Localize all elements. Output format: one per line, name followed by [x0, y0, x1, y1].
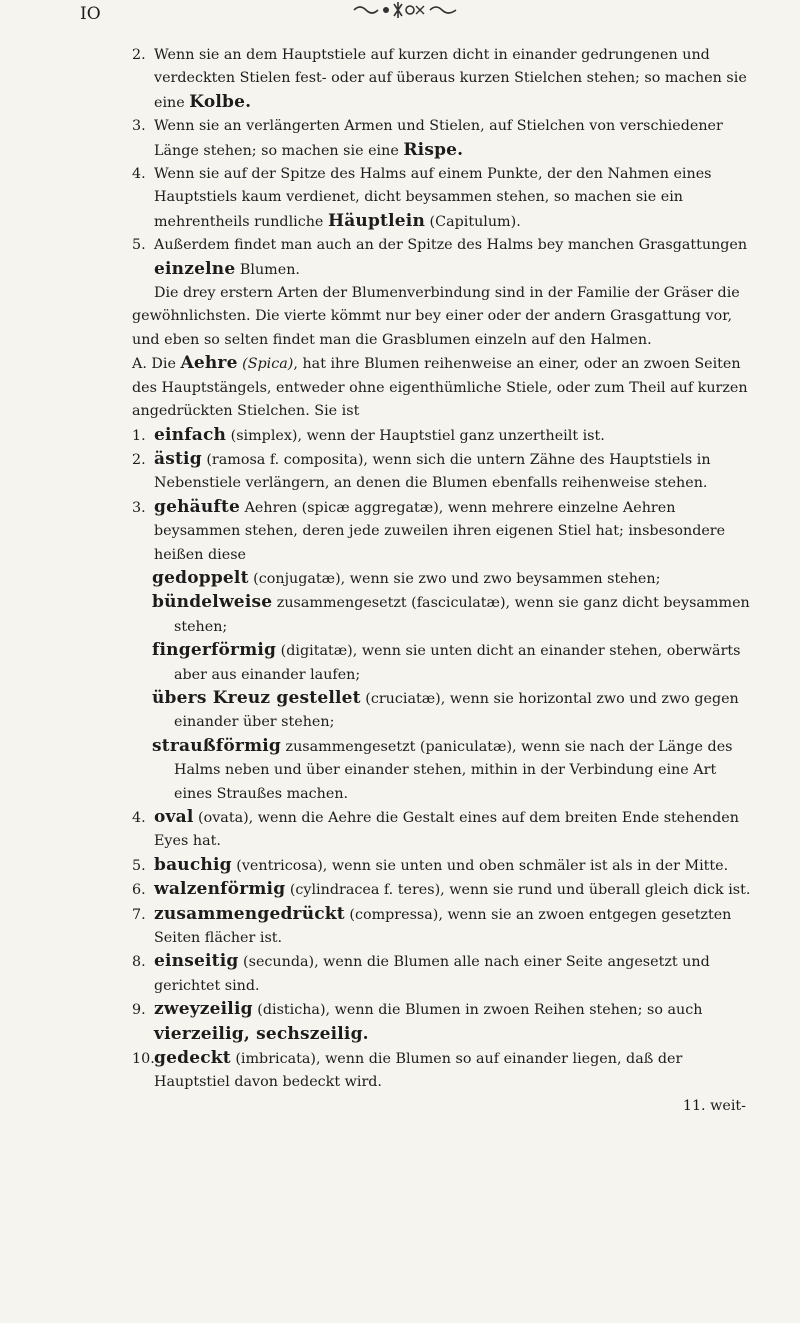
item-6: 6. walzenförmig (cylindracea f. teres), wenn sie rund und überall gleich dick ist.: [132, 879, 751, 900]
paragraph-5: 5. Außerdem findet man auch an der Spitze des Halms bey manchen Grasgattungen einzelne Blumen.: [132, 237, 748, 279]
paragraph-2: 2. Wenn sie an dem Hauptstiele auf kurzen dicht in einander gedrungenen und verdeckten Stielen fest- oder auf überaus kurzen Stielchen stehen; so machen sie eine Kolbe.: [132, 47, 747, 112]
page-number: IO: [80, 4, 101, 24]
subitem-fingerfoermig: fingerförmig (digitatæ), wenn sie unten dicht an einander stehen, oberwärts aber aus einander laufen;: [152, 640, 741, 683]
item-9: 9. zweyzeilig (disticha), wenn die Blumen in zwoen Reihen stehen; so auch vierzeilig, sechszeilig.: [132, 999, 703, 1044]
item-3: 3. gehäufte Aehren (spicæ aggregatæ), wenn mehrere einzelne Aehren beysammen stehen, deren jede zuweilen ihren eigenen Stiel hat; insbesondere heißen diese: [132, 496, 726, 563]
item-8: 8. einseitig (secunda), wenn die Blumen alle nach einer Seite angesetzt und gerichtet sind.: [132, 951, 710, 994]
subitem-straussfoermig: straußförmig zusammengesetzt (paniculatæ), wenn sie nach der Länge des Halms neben und über einander stehen, mithin in der Verbindung eine Art eines Straußes machen.: [152, 735, 733, 802]
item-7: 7. zusammengedrückt (compressa), wenn sie an zwoen entgegen gesetzten Seiten flächer ist.: [132, 903, 732, 947]
intro-paragraph: Die drey erstern Arten der Blumenverbindung sind in der Familie der Gräser die gewöhnlichsten. Die vierte kömmt nur bey einer oder der andern Grasgattung vor, und eben so selten findet man die Grasblumen einzeln auf den Halmen.: [132, 285, 740, 348]
item-5: 5. bauchig (ventricosa), wenn sie unten und oben schmäler ist als in der Mitte.: [132, 854, 729, 875]
paragraph-3: 3. Wenn sie an verlängerten Armen und Stielen, auf Stielchen von verschiedener Länge stehen; so machen sie eine Rispe.: [132, 118, 723, 160]
item-4: 4. oval (ovata), wenn die Aehre die Gestalt eines auf dem breiten Ende stehenden Eyes hat.: [132, 807, 739, 850]
paragraph-4: 4. Wenn sie auf der Spitze des Halms auf einem Punkte, der den Nahmen eines Hauptstiels kaum verdienet, dicht beysammen stehen, so machen sie ein mehrentheils rundliche Häuptlein (Capitulum).: [132, 166, 712, 231]
printer-ornament-icon: [352, 0, 458, 20]
subitem-buendelweise: bündelweise zusammengesetzt (fasciculatæ), wenn sie ganz dicht beysammen stehen;: [152, 592, 750, 635]
catchword: 11. weit-: [682, 1097, 746, 1114]
item-2: 2. ästig (ramosa f. composita), wenn sich die untern Zähne des Hauptstiels in Nebenstiele verlängern, an denen die Blumen ebenfalls reihenweise stehen.: [132, 448, 711, 492]
page-body: [132, 44, 752, 1118]
subitem-gedoppelt: gedoppelt (conjugatæ), wenn sie zwo und zwo beysammen stehen;: [152, 567, 661, 588]
item-1: 1. einfach (simplex), wenn der Hauptstiel ganz unzertheilt ist.: [132, 424, 605, 445]
subitem-kreuz: übers Kreuz gestellet (cruciatæ), wenn sie horizontal zwo und zwo gegen einander über stehen;: [152, 687, 739, 731]
item-10: 10.gedeckt (imbricata), wenn die Blumen so auf einander liegen, daß der Hauptstiel davon bedeckt wird.: [132, 1048, 683, 1091]
section-a: A. Die Aehre (Spica), hat ihre Blumen reihenweise an einer, oder an zwoen Seiten des Hauptstängels, entweder ohne eigenthümliche Stiele, oder zum Theil auf kurzen angedrückten Stielchen. Sie ist: [132, 353, 748, 420]
